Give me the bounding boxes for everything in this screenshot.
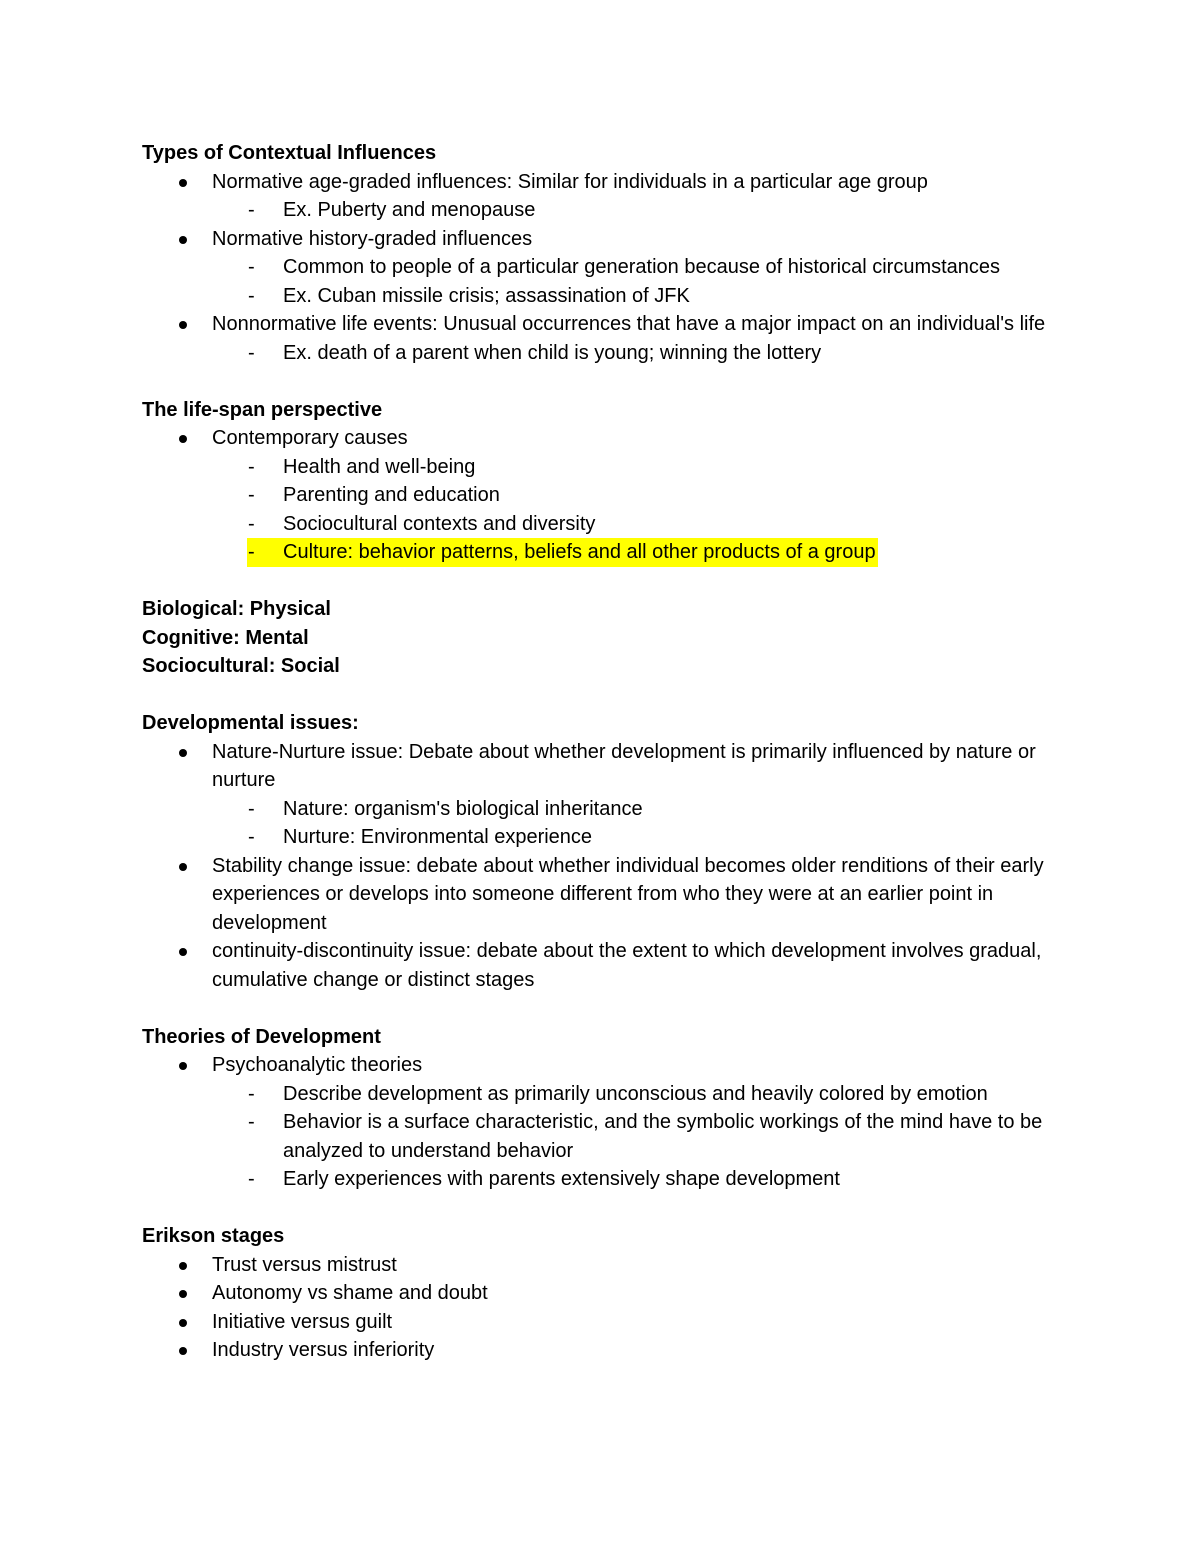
section-heading: Developmental issues: [142,712,359,734]
bullet-item: Normative history-graded influences [142,225,1072,254]
section-erikson-stages [142,1222,1072,1365]
dash-item: - Parenting and education [142,481,1072,510]
dash-item: - Common to people of a particular generation because of historical circumstances [142,253,1072,282]
bullet-item: Contemporary causes [142,424,1072,453]
dash-item: - Ex. Cuban missile crisis; assassination of JFK [142,282,1072,311]
section-life-span-perspective [142,396,1072,567]
bullet-item: Trust versus mistrust [142,1251,1072,1280]
bullet-item: Nature-Nurture issue: Debate about whether development is primarily influenced by nature or nurture [142,738,1072,795]
bullet-item: Autonomy vs shame and doubt [142,1279,1072,1308]
dash-item: - Nature: organism's biological inheritance [142,795,1072,824]
dash-item: - Sociocultural contexts and diversity [142,510,1072,539]
section-heading: Theories of Development [142,1025,381,1048]
section-heading: The life-span perspective [142,398,383,421]
bullet-item: continuity-discontinuity issue: debate about the extent to which development involves gradual, cumulative change or distinct stages [142,937,1072,994]
dash-item-highlighted [142,538,1072,567]
bullet-item: Stability change issue: debate about whether individual becomes older renditions of their early experiences or develops into someone different from who they were at an earlier point in development [142,852,1072,938]
highlighted-line [142,538,1072,567]
section-domains [142,595,1072,681]
domain-heading-cognitive: Cognitive: Mental [142,626,309,649]
dash-item: - Early experiences with parents extensively shape development [142,1165,1072,1194]
dash-item: - Describe development as primarily unconscious and heavily colored by emotion [142,1080,1072,1109]
bullet-item: Initiative versus guilt [142,1308,1072,1337]
dash-item: - Ex. Puberty and menopause [142,196,1072,225]
dash-item: - Nurture: Environmental experience [142,823,1072,852]
dash-item: - Health and well-being [142,453,1072,482]
domain-heading-sociocultural: Sociocultural: Social [142,655,340,677]
document-body [142,139,1072,1393]
section-heading: Types of Contextual Influences [142,142,437,164]
bullet-item: Psychoanalytic theories [142,1051,1072,1080]
bullet-item: Industry versus inferiority [142,1336,1072,1365]
highlighted-text: Culture: behavior patterns, beliefs and all other products of a group [283,541,876,563]
section-heading: Erikson stages [142,1225,285,1247]
bullet-item: Normative age-graded influences: Similar for individuals in a particular age group [142,168,1072,197]
section-theories [142,1023,1072,1194]
dash-item: - Ex. death of a parent when child is young; winning the lottery [142,339,1072,368]
section-contextual-influences [142,139,1072,367]
dash-item: - Behavior is a surface characteristic, and the symbolic workings of the mind have to be analyzed to understand behavior [142,1108,1072,1165]
domain-heading-biological: Biological: Physical [142,598,331,620]
bullet-item: Nonnormative life events: Unusual occurrences that have a major impact on an individual's life [142,310,1072,339]
section-developmental-issues [142,709,1072,994]
